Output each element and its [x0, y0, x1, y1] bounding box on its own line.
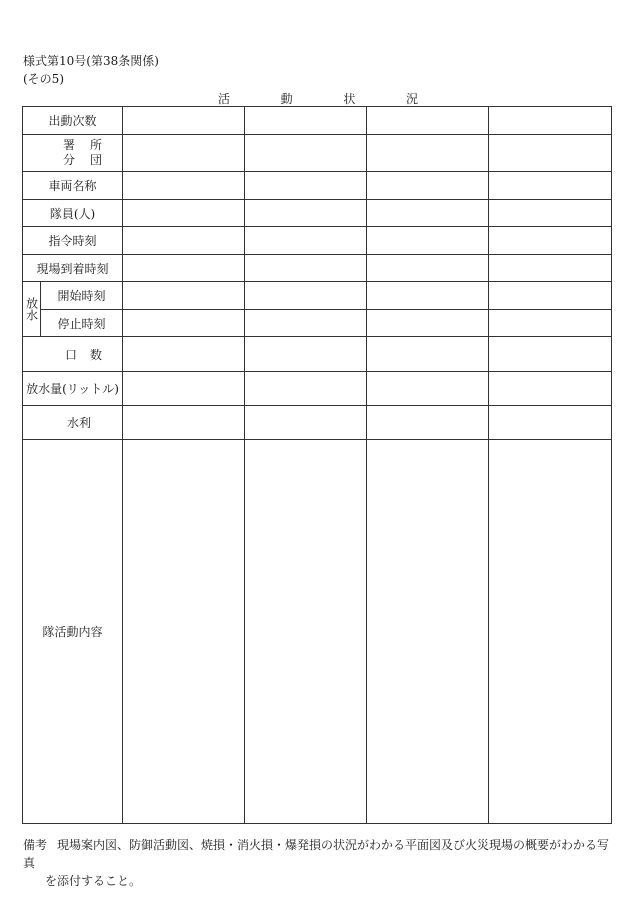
cell[interactable] — [489, 172, 612, 200]
cell[interactable] — [123, 227, 245, 255]
cell[interactable] — [245, 406, 367, 440]
label-discharge-stop: 停止時刻 — [41, 310, 123, 337]
remarks-line-2: を添付すること。 — [45, 874, 142, 888]
cell[interactable] — [123, 135, 245, 172]
cell[interactable] — [367, 440, 489, 824]
cell[interactable] — [123, 406, 245, 440]
label-members: 隊員(人) — [23, 200, 123, 227]
cell[interactable] — [489, 337, 612, 372]
cell[interactable] — [123, 107, 245, 135]
cell[interactable] — [489, 310, 612, 337]
form-subnumber: (その5) — [23, 72, 64, 86]
cell[interactable] — [245, 172, 367, 200]
cell[interactable] — [123, 372, 245, 406]
water-discharge-label: 放水 — [24, 297, 39, 321]
cell[interactable] — [489, 255, 612, 282]
row-dispatch-count — [23, 107, 612, 135]
station-char: 署 — [63, 138, 76, 152]
cell[interactable] — [245, 200, 367, 227]
label-arrival-time: 現場到着時刻 — [23, 255, 123, 282]
label-water-discharge — [23, 282, 41, 337]
label-vehicle-name: 車両名称 — [23, 172, 123, 200]
row-water-source — [23, 406, 612, 440]
remarks-line-1: 現場案内図、防御活動図、焼損・消火損・爆発損の状況がわかる平面図及び火災現場の概要がわかる写真 — [23, 838, 610, 870]
title-char: 状 — [343, 92, 356, 106]
cell[interactable] — [123, 172, 245, 200]
title-char: 況 — [405, 92, 418, 106]
cell[interactable] — [245, 310, 367, 337]
cell[interactable] — [123, 255, 245, 282]
label-station — [23, 135, 123, 172]
cell[interactable] — [367, 310, 489, 337]
cell[interactable] — [367, 172, 489, 200]
cell[interactable] — [245, 135, 367, 172]
water-source-char: 利 — [79, 416, 92, 430]
cell[interactable] — [367, 107, 489, 135]
row-discharge-start — [23, 282, 612, 310]
title-char: 活 — [218, 92, 231, 106]
row-members — [23, 200, 612, 227]
water-source-char: 水 — [67, 416, 80, 430]
cell[interactable] — [489, 406, 612, 440]
cell[interactable] — [489, 135, 612, 172]
label-command-time: 指令時刻 — [23, 227, 123, 255]
station-char: 分 — [63, 153, 76, 167]
cell[interactable] — [367, 406, 489, 440]
cell[interactable] — [245, 337, 367, 372]
cell[interactable] — [367, 227, 489, 255]
row-arrival-time — [23, 255, 612, 282]
label-discharge-start: 開始時刻 — [41, 282, 123, 310]
row-command-time — [23, 227, 612, 255]
cell[interactable] — [367, 282, 489, 310]
cell[interactable] — [367, 372, 489, 406]
station-char: 団 — [90, 153, 103, 167]
form-number: 様式第10号(第38条関係) — [23, 54, 159, 68]
cell[interactable] — [123, 440, 245, 824]
label-water-source — [23, 406, 123, 440]
cell[interactable] — [367, 255, 489, 282]
label-dispatch-count: 出動次数 — [23, 107, 123, 135]
row-unit-activity — [23, 440, 612, 824]
row-vehicle-name — [23, 172, 612, 200]
station-char: 所 — [90, 138, 103, 152]
cell[interactable] — [123, 282, 245, 310]
cell[interactable] — [367, 135, 489, 172]
remarks-label: 備考 — [23, 838, 48, 852]
cell[interactable] — [245, 372, 367, 406]
cell[interactable] — [489, 372, 612, 406]
cell[interactable] — [367, 200, 489, 227]
cell[interactable] — [123, 200, 245, 227]
nozzle-char: 口 — [65, 347, 78, 362]
title-char: 動 — [280, 92, 293, 106]
cell[interactable] — [245, 107, 367, 135]
cell[interactable] — [245, 227, 367, 255]
cell[interactable] — [245, 282, 367, 310]
cell[interactable] — [489, 200, 612, 227]
remarks — [23, 836, 613, 890]
cell[interactable] — [123, 337, 245, 372]
cell[interactable] — [489, 282, 612, 310]
cell[interactable] — [123, 310, 245, 337]
cell[interactable] — [245, 255, 367, 282]
row-discharge-stop — [23, 310, 612, 337]
label-nozzle-count — [23, 337, 123, 372]
form-title — [218, 90, 418, 107]
cell[interactable] — [245, 440, 367, 824]
label-unit-activity: 隊活動内容 — [23, 440, 123, 824]
cell[interactable] — [367, 337, 489, 372]
cell[interactable] — [489, 107, 612, 135]
cell[interactable] — [489, 227, 612, 255]
row-water-volume — [23, 372, 612, 406]
row-station — [23, 135, 612, 172]
cell[interactable] — [489, 440, 612, 824]
nozzle-char: 数 — [90, 347, 103, 362]
label-water-volume: 放水量(リットル) — [23, 372, 123, 406]
row-nozzle-count — [23, 337, 612, 372]
activity-table — [22, 106, 612, 824]
